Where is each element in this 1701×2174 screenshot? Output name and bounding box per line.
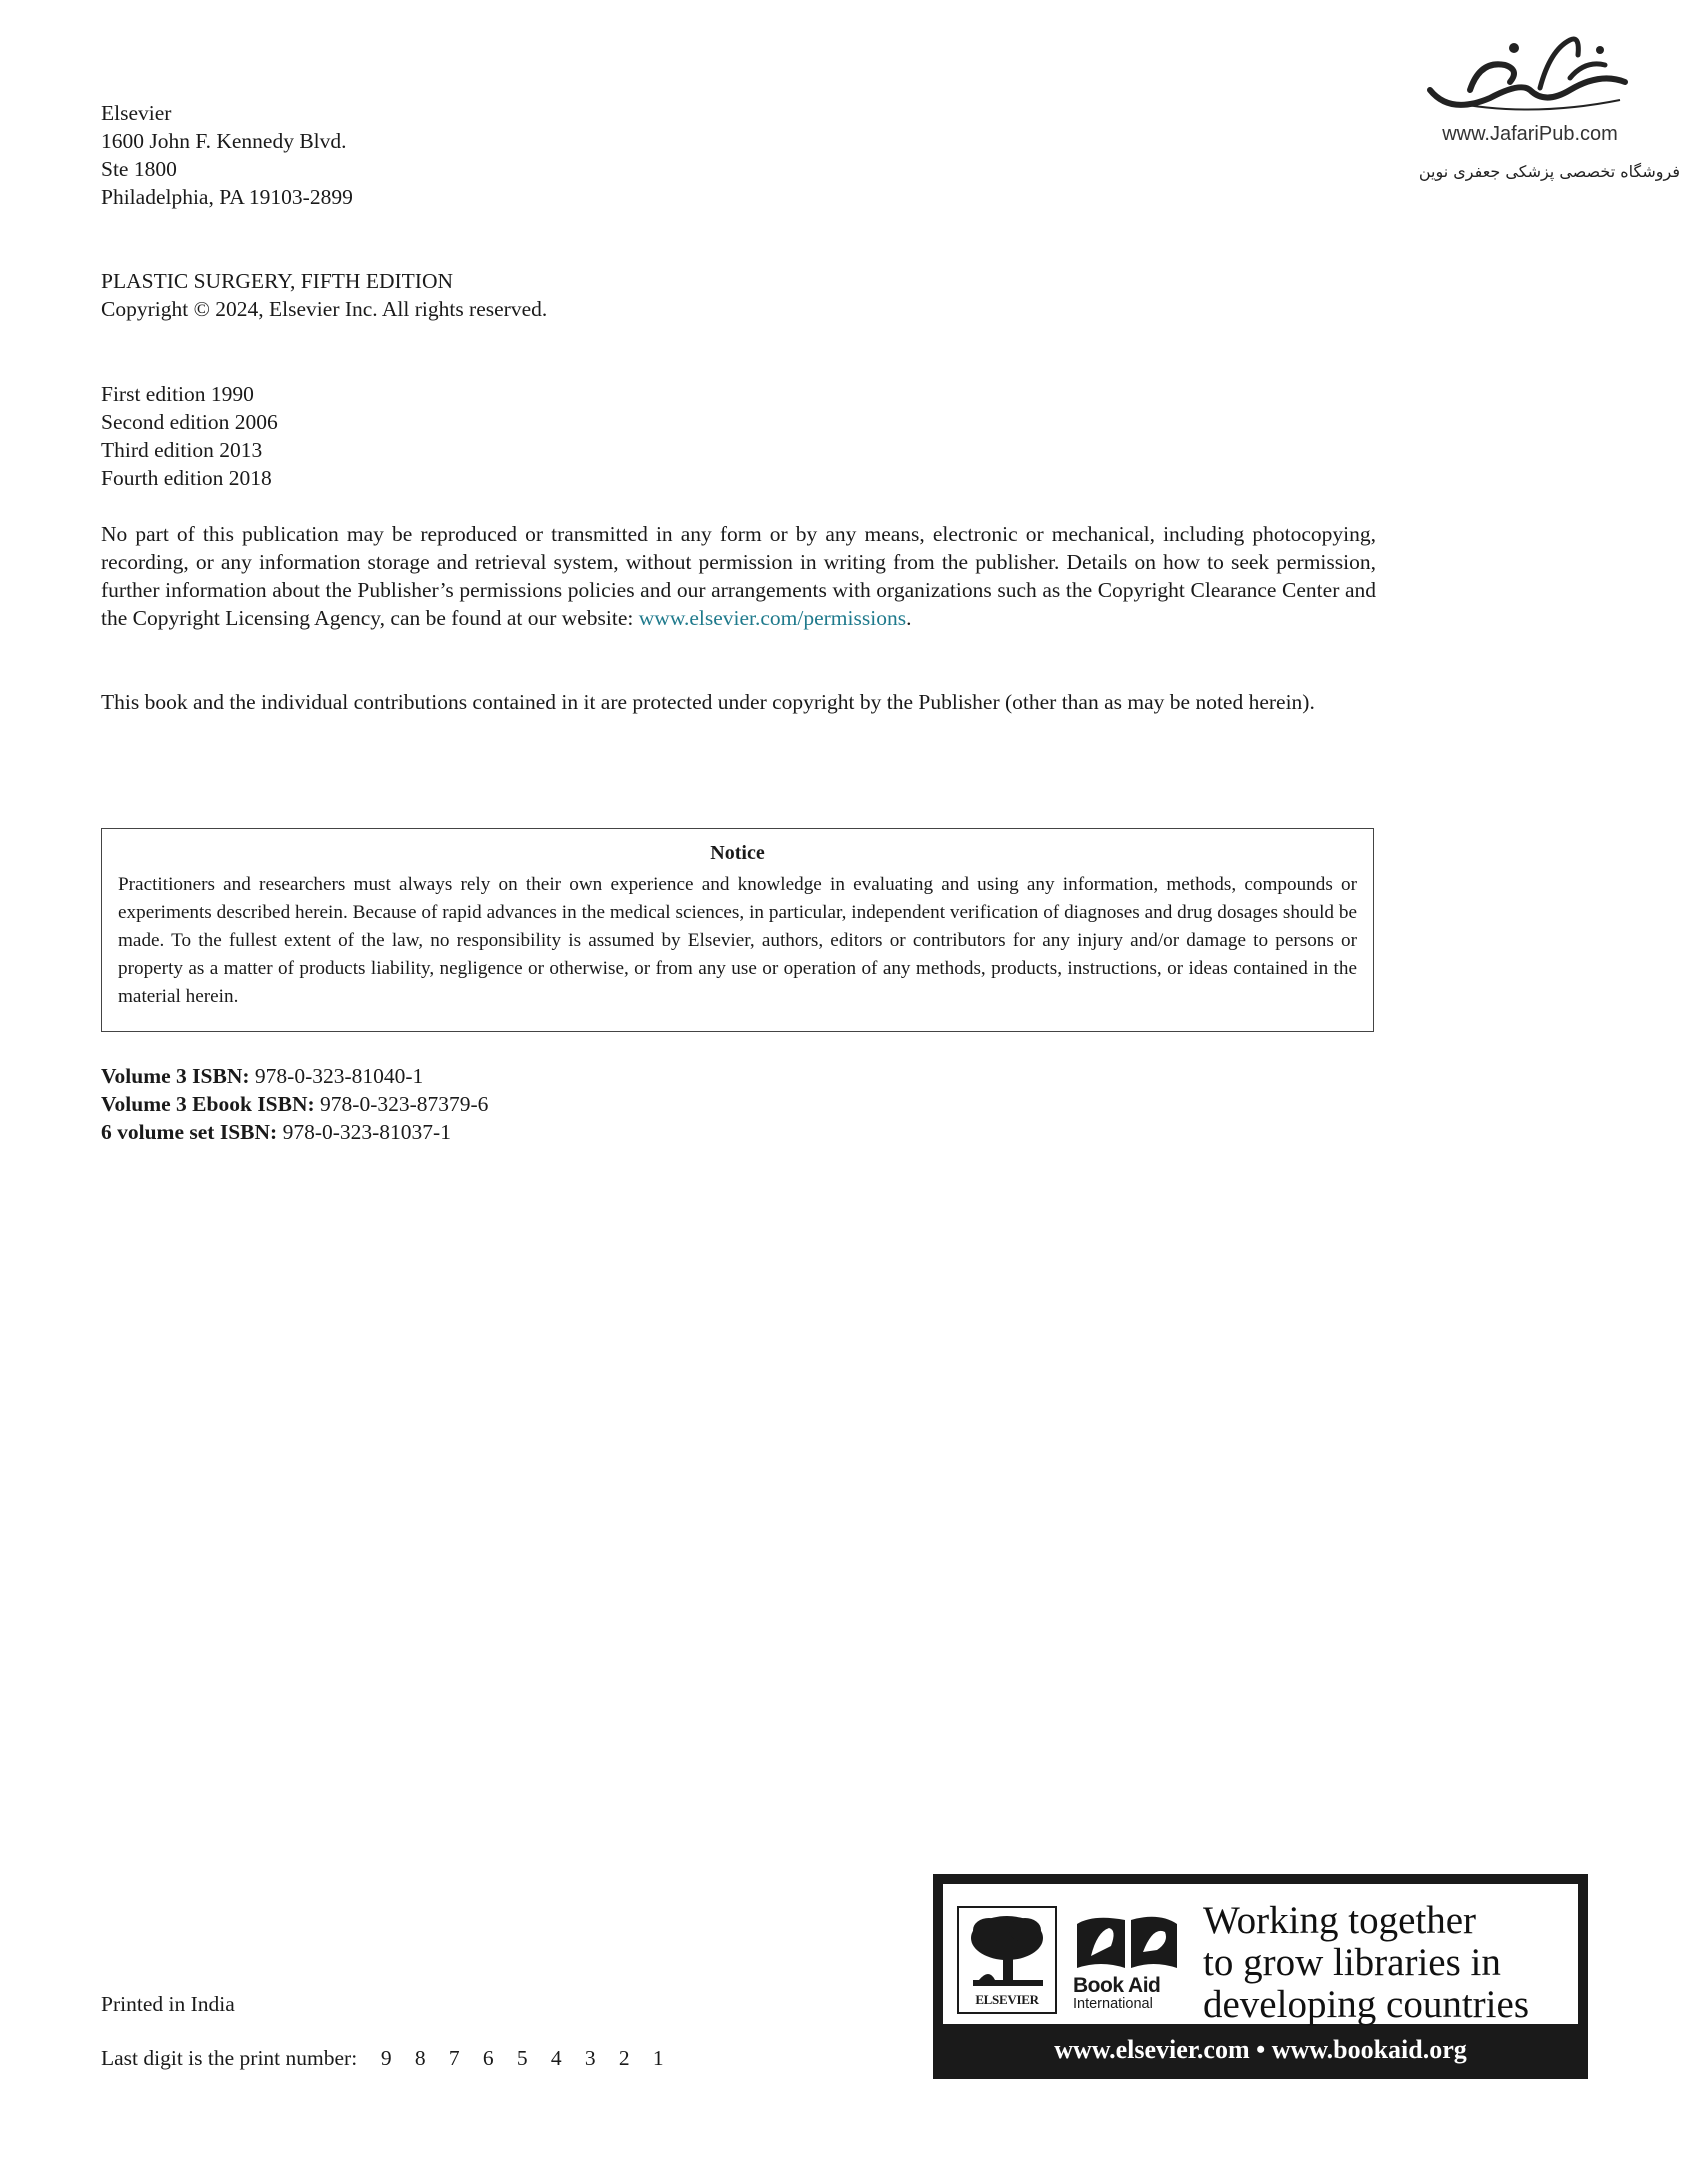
isbn-value: 978-0-323-87379-6 xyxy=(320,1092,489,1116)
book-aid-hands-icon xyxy=(1073,1906,1183,1972)
isbn-label: Volume 3 Ebook ISBN: xyxy=(101,1092,315,1116)
permissions-text: No part of this publication may be reproduced or transmitted in any form or by any means, electronic or mechanical, including photocopying, recording, or any information storage and retrieval system, without permission in writing from the publisher. Details on how to seek permission, further information about the Publisher’s permissions policies and our arrangements with organizations such as the Copyright Clearance Center and the Copyright Licensing Agency, can be found at our website: xyxy=(101,522,1376,630)
elsevier-logo xyxy=(957,1906,1057,2014)
elsevier-logo-label: ELSEVIER xyxy=(975,1992,1039,2007)
slogan-line: developing countries xyxy=(1203,1983,1529,2026)
isbn-label: 6 volume set ISBN: xyxy=(101,1120,278,1144)
isbn-value: 978-0-323-81037-1 xyxy=(282,1120,451,1144)
book-aid-logo xyxy=(1073,1906,1183,2016)
book-aid-banner xyxy=(933,1874,1588,2079)
notice-title: Notice xyxy=(710,842,765,864)
notice-box xyxy=(101,828,1374,1032)
publisher-address xyxy=(101,99,353,211)
print-digit: 9 xyxy=(380,2046,392,2070)
slogan-line: Working together xyxy=(1203,1899,1477,1942)
jafari-tagline: فروشگاه تخصصی پزشکی جعفری نوین xyxy=(1418,162,1680,181)
print-digit: 1 xyxy=(652,2046,664,2070)
banner-urls: www.elsevier.com • www.bookaid.org xyxy=(1054,2035,1467,2064)
address-line: Ste 1800 xyxy=(101,157,177,181)
print-digit: 6 xyxy=(482,2046,494,2070)
isbn-line xyxy=(101,1090,488,1118)
notice-body: Practitioners and researchers must always rely on their own experience and knowledge in evaluating and using any information, methods, compounds or experiments described herein. Because of rapid advances in the medical sciences, in particular, independent verification of diagnoses and drug dosages should be made. To the fullest extent of the law, no responsibility is assumed by Elsevier, authors, editors or contributors for any injury and/or damage to persons or property as a matter of products liability, negligence or otherwise, or from any use or operation of any methods, products, instructions, or ideas contained in the material herein. xyxy=(118,874,1357,1007)
jafari-logo xyxy=(1410,20,1680,200)
printed-in: Printed in India xyxy=(101,1992,235,2016)
permissions-link[interactable]: www.elsevier.com/permissions xyxy=(638,606,907,630)
address-line: Philadelphia, PA 19103-2899 xyxy=(101,185,353,209)
edition-history xyxy=(101,380,278,492)
book-title: PLASTIC SURGERY, FIFTH EDITION xyxy=(101,269,453,293)
print-digit: 7 xyxy=(448,2046,460,2070)
edition-line: Fourth edition 2018 xyxy=(101,466,272,490)
print-digit: 5 xyxy=(516,2046,528,2070)
isbn-value: 978-0-323-81040-1 xyxy=(254,1064,424,1088)
permissions-paragraph xyxy=(101,520,1376,632)
title-block xyxy=(101,267,547,323)
jafari-url: www.JafariPub.com xyxy=(1442,123,1618,145)
edition-line: Second edition 2006 xyxy=(101,410,278,434)
print-digit: 3 xyxy=(584,2046,596,2070)
isbn-label: Volume 3 ISBN: xyxy=(101,1064,250,1088)
book-aid-subtitle: International xyxy=(1073,1996,1153,2012)
copyright-line: Copyright © 2024, Elsevier Inc. All rights reserved. xyxy=(101,297,548,321)
isbn-line xyxy=(101,1118,488,1146)
jafari-calligraphy-icon xyxy=(1410,20,1650,120)
slogan-line: to grow libraries in xyxy=(1203,1941,1501,1984)
print-digit: 8 xyxy=(414,2046,426,2070)
print-number-line xyxy=(101,2044,675,2072)
edition-line: First edition 1990 xyxy=(101,382,254,406)
elsevier-tree-icon xyxy=(959,1908,1055,1992)
address-line: 1600 John F. Kennedy Blvd. xyxy=(101,129,347,153)
banner-panel xyxy=(943,1884,1578,2024)
permissions-after: . xyxy=(906,606,912,630)
print-digit: 4 xyxy=(550,2046,562,2070)
edition-line: Third edition 2013 xyxy=(101,438,263,462)
isbn-line xyxy=(101,1062,488,1090)
address-line: Elsevier xyxy=(101,101,172,125)
banner-slogan xyxy=(1203,1900,1529,2026)
print-digit: 2 xyxy=(618,2046,630,2070)
isbn-list xyxy=(101,1062,488,1146)
book-aid-title: Book Aid xyxy=(1073,1974,1161,1997)
protection-paragraph: This book and the individual contributions contained in it are protected under copyright by the Publisher (other than as may be noted herein). xyxy=(101,690,1315,714)
print-number-label: Last digit is the print number: xyxy=(101,2046,358,2070)
